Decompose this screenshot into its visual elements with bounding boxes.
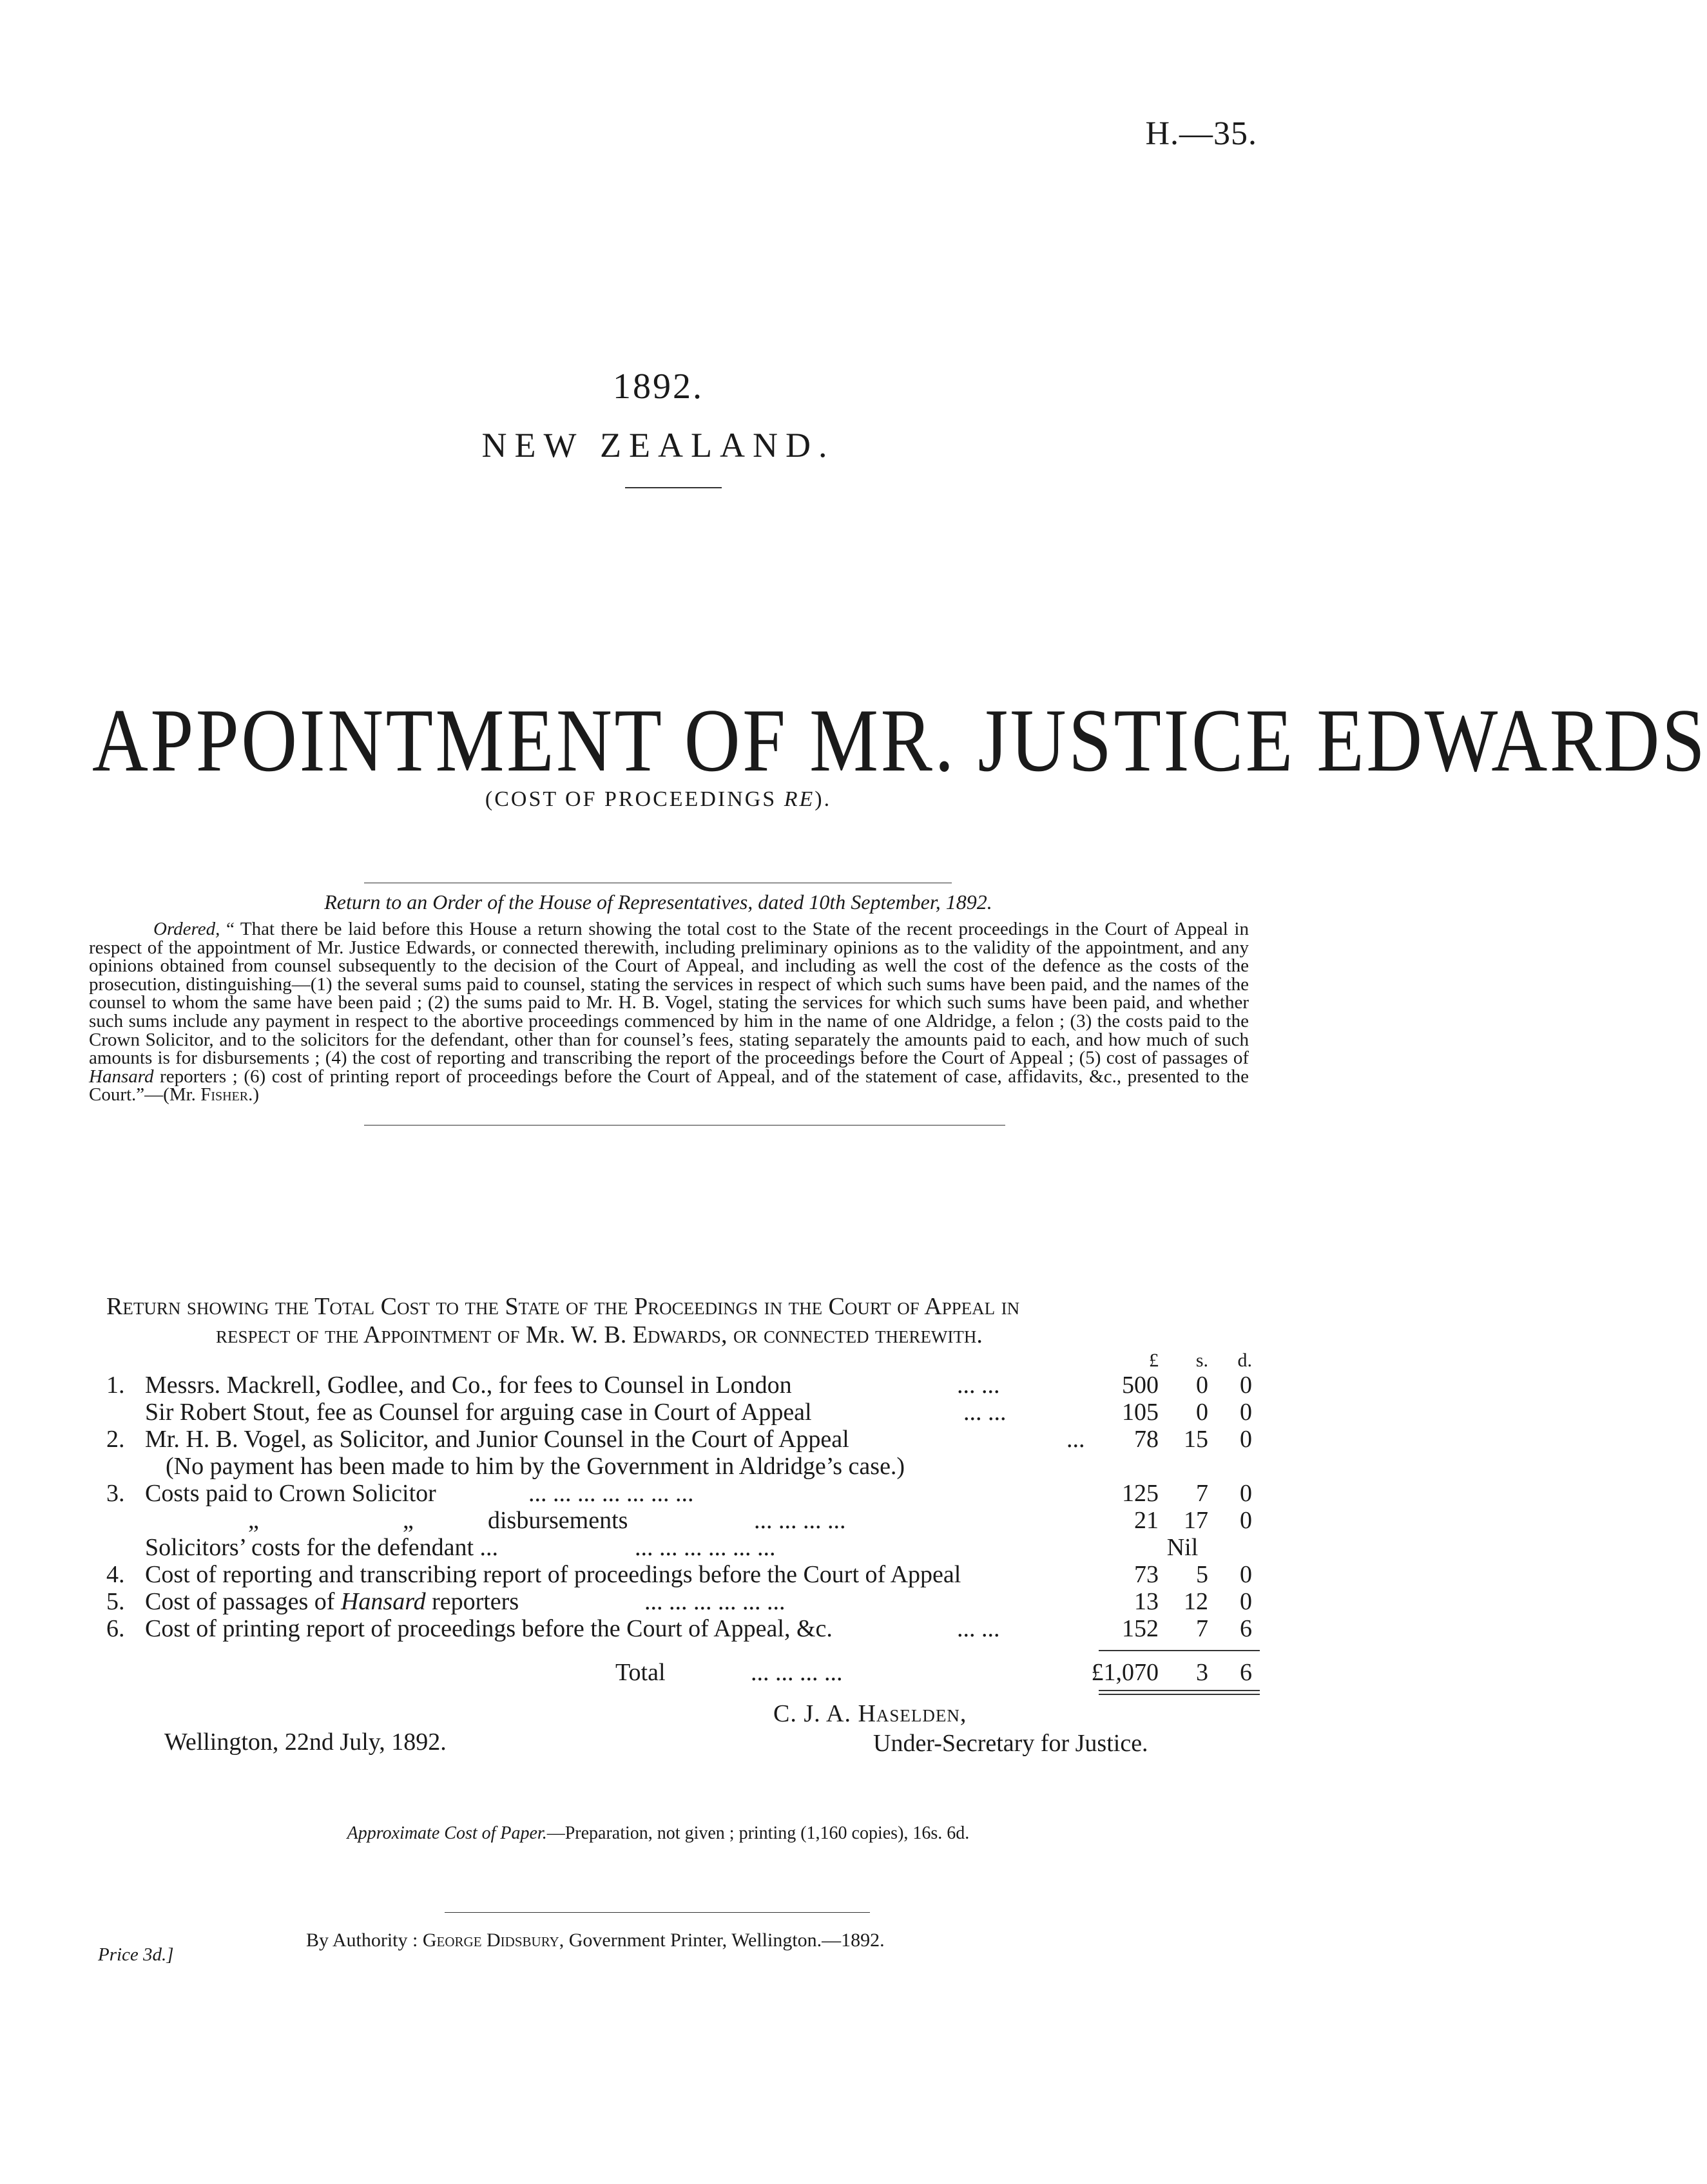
table-row: Sir Robert Stout, fee as Counsel for arguing case in Court of Appeal ... ... 105 0 0: [145, 1399, 1252, 1426]
country-heading: NEW ZEALAND.: [481, 426, 835, 465]
return-heading-line2: respect of the Appointment of Mr. W. B. Edwards, or connected therewith.: [216, 1321, 983, 1348]
table-row: 4. Cost of reporting and transcribing report of proceedings before the Court of Appeal 73 5 0: [106, 1561, 1252, 1588]
footer-divider: [445, 1912, 870, 1913]
table-row: 3. Costs paid to Crown Solicitor ... ... ... ... ... ... ... 125 7 0: [106, 1480, 1252, 1507]
return-order-line: Return to an Order of the House of Representatives, dated 10th September, 1892.: [324, 890, 992, 914]
order-paragraph: Ordered, “ That there be laid before this House a return showing the total cost to the State of the recent proceedings in the Court of Appeal in respect of the appointment of Mr. Justice Edwards, or connected therewith, including preliminary opinions as to the validity of the appointment, and any opinions obtained from counsel subsequently to the decision of the Court of Appeal, and including as well the cost of the defence as the costs of the prosecution, distinguishing—(1) the several sums paid to counsel, stating the services in respect of which such sums have been paid, and the names of the counsel to whom the same have been paid ; (2) the sums paid to Mr. H. B. Vogel, stating the services for which such sums have been paid, and whether such sums include any payment in respect to the abortive proceedings commenced by him in the name of one Aldridge, a felon ; (3) the costs paid to the Crown Solicitor, and to the solicitors for the defendant, other than for counsel’s fees, stating separately the amounts paid to each, and how much of such amounts is for disbursements ; (4) the cost of reporting and transcribing the report of the proceedings before the Court of Appeal ; (5) cost of passages of Hansard reporters ; (6) cost of printing report of proceedings before the Court of Appeal, and of the statement of case, affidavits, &c., presented to the Court.”—(Mr. Fisher.): [89, 919, 1249, 1106]
table-row: 1. Messrs. Mackrell, Godlee, and Co., for fees to Counsel in London ... ... 500 0 0: [106, 1372, 1252, 1399]
return-heading: [106, 1292, 1257, 1349]
table-header-row: [106, 1350, 1260, 1372]
table-row: „ „ disbursements ... ... ... ... 21 17 0: [248, 1507, 1252, 1534]
col-pence-header: d.: [1237, 1350, 1252, 1371]
table-row: Solicitors’ costs for the defendant ... ... ... ... ... ... ... Nil: [145, 1534, 1199, 1561]
return-heading-line1: Return showing the Total Cost to the State of the Proceedings in the Court of Appeal in: [106, 1293, 1020, 1320]
table-row: (No payment has been made to him by the Government in Aldridge’s case.): [166, 1453, 905, 1480]
total-rule-top: [106, 1642, 1260, 1659]
table-row: 2. Mr. H. B. Vogel, as Solicitor, and Junior Counsel in the Court of Appeal ... 78 15 0: [106, 1426, 1252, 1453]
ditto-mark: „: [248, 1507, 259, 1534]
cost-table: [106, 1350, 1260, 1699]
document-year: 1892.: [613, 367, 704, 407]
subtitle: (COST OF PROCEEDINGS RE).: [485, 787, 832, 811]
signatory-title: Under-Secretary for Justice.: [873, 1730, 1148, 1757]
price-label: Price 3d.]: [98, 1944, 174, 1965]
ditto-mark: „: [403, 1507, 414, 1534]
ordered-word: Ordered,: [153, 919, 220, 939]
col-shillings-header: s.: [1195, 1350, 1208, 1371]
printer-line: By Authority : George Didsbury, Government Printer, Wellington.—1892.: [306, 1930, 885, 1951]
main-title: APPOINTMENT OF MR. JUSTICE EDWARDS: [92, 691, 1707, 790]
col-pounds-header: £: [1149, 1350, 1159, 1371]
order-divider-bottom: [364, 1125, 1005, 1126]
table-row: 6. Cost of printing report of proceedings before the Court of Appeal, &c. ... ... 152 7 6: [106, 1615, 1252, 1642]
signatory-name: C. J. A. Haselden,: [773, 1700, 967, 1727]
cost-of-paper-note: Approximate Cost of Paper.—Preparation, not given ; printing (1,160 copies), 16s. 6d.: [347, 1823, 970, 1843]
place-and-date: Wellington, 22nd July, 1892.: [164, 1729, 447, 1756]
table-row: 5. Cost of passages of Hansard reporters ... ... ... ... ... ... 13 12 0: [106, 1588, 1252, 1615]
document-reference: H.—35.: [1145, 115, 1257, 152]
table-total-row: Total ... ... ... ... £1,070 3 6: [615, 1659, 1252, 1686]
total-rule-double: [106, 1686, 1260, 1699]
title-divider-short: [625, 487, 722, 488]
